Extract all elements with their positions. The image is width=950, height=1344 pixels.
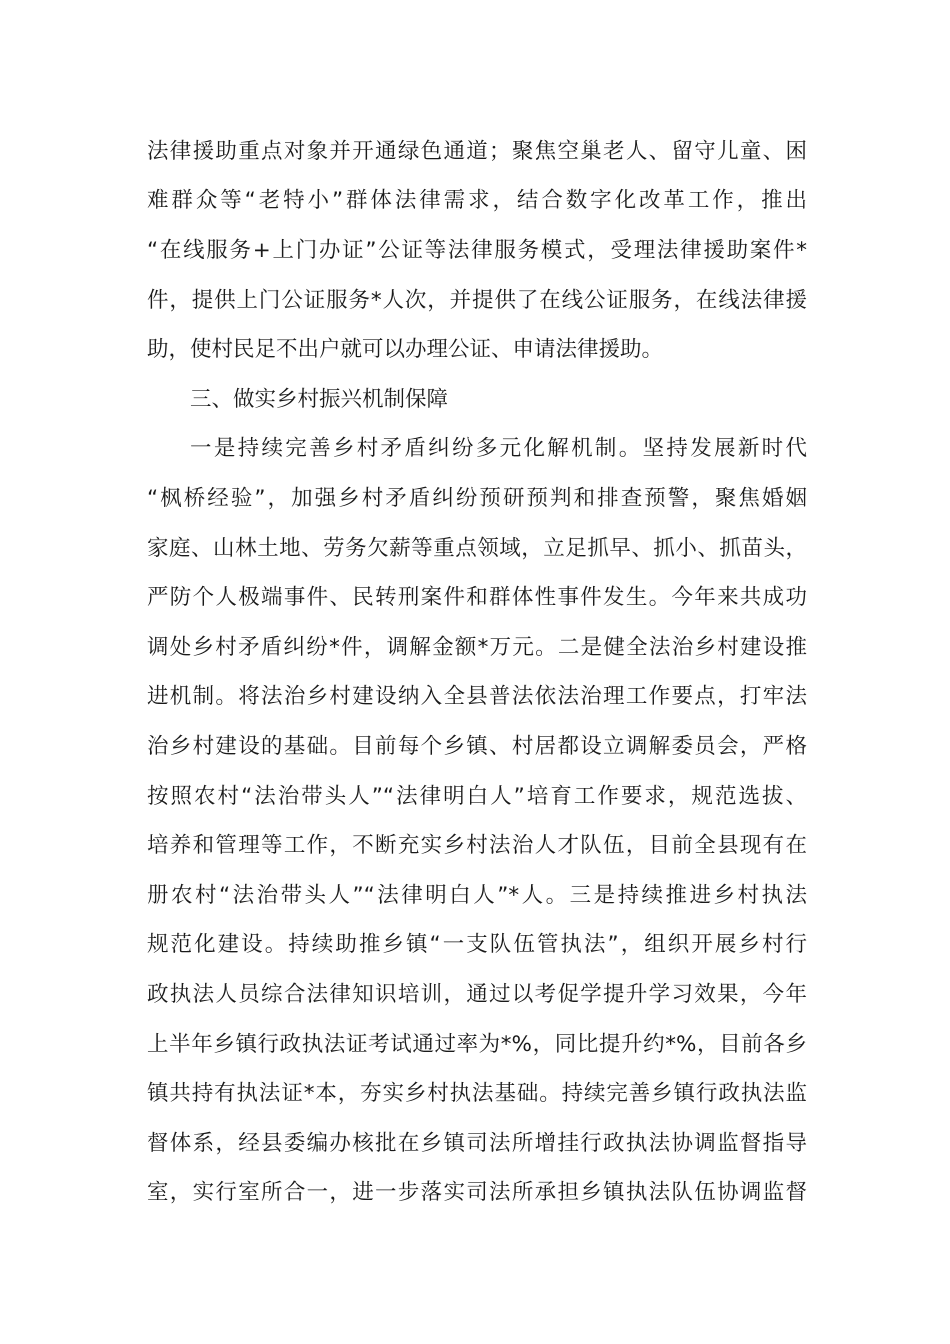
paragraph-1-line-2: 难群众等“老特小”群体法律需求，结合数字化改革工作，推出 [147, 188, 807, 213]
paragraph-1-line-3: “在线服务+上门办证”公证等法律服务模式，受理法律援助案件* [147, 238, 807, 263]
paragraph-2-line-7: 治乡村建设的基础。目前每个乡镇、村居都设立调解委员会，严格 [147, 734, 807, 759]
paragraph-2-line-1: 一是持续完善乡村矛盾纠纷多元化解机制。坚持发展新时代 [190, 436, 807, 461]
paragraph-2-line-13: 上半年乡镇行政执法证考试通过率为*%，同比提升约*%，目前各乡 [147, 1032, 807, 1057]
paragraph-2-line-8: 按照农村“法治带头人”“法律明白人”培育工作要求，规范选拔、 [147, 784, 807, 809]
paragraph-2-line-14: 镇共持有执法证*本，夯实乡村执法基础。持续完善乡镇行政执法监 [147, 1081, 807, 1106]
paragraph-1-line-1: 法律援助重点对象并开通绿色通道；聚焦空巢老人、留守儿童、困 [147, 139, 807, 164]
paragraph-2-line-9: 培养和管理等工作，不断充实乡村法治人才队伍，目前全县现有在 [147, 833, 807, 858]
paragraph-2-line-11: 规范化建设。持续助推乡镇“一支队伍管执法”，组织开展乡村行 [147, 932, 807, 957]
paragraph-1-line-5: 助，使村民足不出户就可以办理公证、申请法律援助。 [147, 337, 664, 362]
paragraph-2-line-10: 册农村“法治带头人”“法律明白人”*人。三是持续推进乡村执法 [147, 883, 807, 908]
paragraph-1-line-4: 件，提供上门公证服务*人次，并提供了在线公证服务，在线法律援 [147, 288, 807, 313]
paragraph-2-line-12: 政执法人员综合法律知识培训，通过以考促学提升学习效果，今年 [147, 982, 807, 1007]
paragraph-2-line-4: 严防个人极端事件、民转刑案件和群体性事件发生。今年来共成功 [147, 585, 807, 610]
paragraph-2-line-16: 室，实行室所合一，进一步落实司法所承担乡镇执法队伍协调监督 [147, 1180, 807, 1205]
paragraph-2-line-6: 进机制。将法治乡村建设纳入全县普法依法治理工作要点，打牢法 [147, 684, 807, 709]
section-heading: 三、做实乡村振兴机制保障 [190, 387, 449, 412]
paragraph-2-line-3: 家庭、山林土地、劳务欠薪等重点领域，立足抓早、抓小、抓苗头， [147, 536, 807, 561]
paragraph-2-line-2: “枫桥经验”，加强乡村矛盾纠纷预研预判和排查预警，聚焦婚姻 [147, 486, 807, 511]
paragraph-2-line-5: 调处乡村矛盾纠纷*件，调解金额*万元。二是健全法治乡村建设推 [147, 635, 807, 660]
paragraph-2-line-15: 督体系，经县委编办核批在乡镇司法所增挂行政执法协调监督指导 [147, 1131, 807, 1156]
